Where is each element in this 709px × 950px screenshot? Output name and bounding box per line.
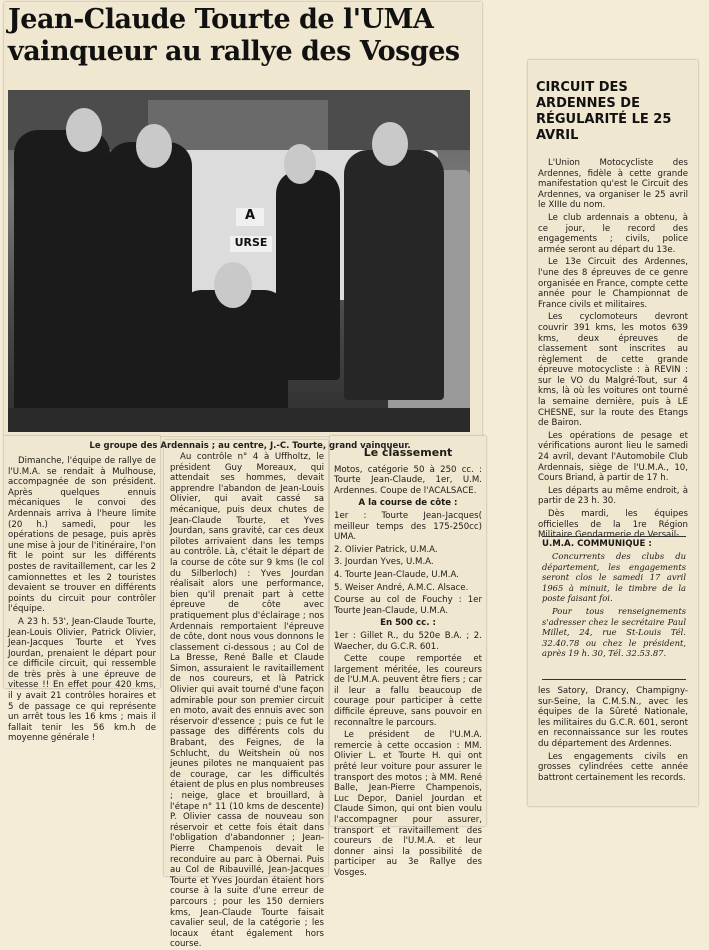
paragraph: Les opérations de pesage et vérifications auront lieu le samedi 24 avril, devant l'Automobile Club Ardennais, siège de l'U.M.A., 10, Cours Briand, à partir de 17 h. <box>538 430 688 484</box>
paragraph: L'Union Motocycliste des Ardennes, fidèle à cette grande manifestation qu'est le Circuit des Ardennes, va organiser le 25 avril le XIIIe du nom. <box>538 158 688 211</box>
column-2-text <box>170 452 324 950</box>
paragraph: Le président de l'U.M.A. remercie à cette occasion : MM. Olivier L. et Tourte H. qui ont prêté leur voiture pour assurer le transport des motos ; à MM. René Balle, Jean-Pierre Champenois, Luc Depor, Daniel Jourdan et Claude Simon, qui ont bien voulu l'accompagner pour assurer, transport et ravitaillement des coureurs de l'U.M.A. et leur donner ainsi la possibilité de participer au 3e Rallye des Vosges. <box>334 730 482 878</box>
person-1 <box>14 130 110 430</box>
cc500-heading: En 500 cc. : <box>380 618 436 629</box>
photo-caption: Le groupe des Ardennais ; au centre, J.-C. Tourte, grand vainqueur. <box>89 441 411 451</box>
paragraph: Dès mardi, les équipes officielles de la 1re Région Militaire Gendarmerie de Versail- <box>538 509 688 541</box>
paragraph: Pour tous renseignements s'adresser chez le secrétaire Paul Millet, 24, rue St-Louis Tél. 32.40.78 ou chez le président, après 19 h. 30, Tél. 32.53.87. <box>542 606 686 659</box>
photo-plate-letter: A <box>236 208 264 226</box>
article-headline: Jean-Claude Tourte de l'UMA vainqueur au rallye des Vosges <box>8 4 460 67</box>
paragraph: A 23 h. 53', Jean-Claude Tourte, Jean-Louis Olivier, Patrick Olivier, Jean-Jacques Tourte et Yves Jourdan, prenaient le départ pour ce difficile circuit, qui ressemble de très près à une épreuve de vitesse !! En effet pour 420 kms, il y avait 21 contrôles horaires et 5 de passage ce qui représente un arrêt tous les 16 kms ; mais il fallait tenir les 56 km.h de moyenne générale ! <box>8 616 156 744</box>
classement-column <box>334 448 482 879</box>
paragraph: Dimanche, l'équipe de rallye de l'U.M.A. se rendait à Mulhouse, accompagnée de son président. Après quelques ennuis mécaniques le convoi des Ardennais arriva à l'heure limite (20 h.) samedi, pour les opérations de pesage, puis après une mise à jour de l'itinéraire, l'on fit le point sur les différents postes de ravitaillement, car les 2 camionnettes et les 2 touristes devaient se trouver en différents points du circuit pour contrôler l'équipe. <box>8 456 156 615</box>
result-line: 5. Weiser André, A.M.C. Alsace. <box>334 582 469 593</box>
result-line: 2. Olivier Patrick, U.M.A. <box>334 544 438 555</box>
paragraph: Le club ardennais a obtenu, à ce jour, le record des engagements ; civils, police armée seront au départ du 13e. <box>538 212 688 255</box>
result-line: 1er : Tourte Jean-Jacques( meilleur temps des 175-250cc) UMA. <box>334 510 482 543</box>
person-4 <box>276 170 340 380</box>
result-line: 4. Tourte Jean-Claude, U.M.A. <box>334 569 459 580</box>
paragraph: Au contrôle n° 4 à Uffholtz, le président Guy Moreaux, qui attendait ses hommes, devait apprendre l'abandon de Jean-Louis Olivier, qui avait cassé sa mécanique, puis deux chutes de Jean-Claude Tourte, et Yves Jourdan, sans gravité, car ces deux pilotes arrivaient dans les temps au contrôle. Là, c'était le départ de la course de côte sur 9 kms (le col du Silberloch) : Yves Jourdan réalisait alors une performance, bien qu'il prenait part à cette épreuve de côte avec pratiquement plus d'éclairage ; nos Ardennais remportaient l'épreuve de côte, dont nous vous donnons le classement ci-dessous ; au Col de La Bresse, René Balle et Claude Simon, assuraient le ravitaillement de nos coureurs, et là Patrick Olivier qui avait tourné d'une façon admirable pour son premier circuit en moto, avait des ennuis avec son réservoir d'essence ; puis ce fut le passage des différents cols du Brabant, des Feignes, de la Schlucht, du Weitshein où nos jeunes pilotes ne manquaient pas de courage, car les difficultés étaient de plus en plus nombreuses ; neige, glace et brouillard, à l'étape n° 11 (10 kms de descente) P. Olivier cassa de nouveau son réservoir et cette fois était dans l'obligation d'abandonner ; Jean-Pierre Champenois devait le reconduire au parc à Obernai. Puis au Col de Ribauvillé, Jean-Jacques Tourte et Yves Jourdan étaient hors course à la suite d'une erreur de parcours ; pour les 150 derniers kms, Jean-Claude Tourte faisait cavalier seul, de la catégorie ; les locaux étant également hors course. <box>170 452 324 950</box>
classement-intro: Motos, catégorie 50 à 250 cc. : Tourte Jean-Claude, 1er, U.M. Ardennes. Coupe de l'ACALSACE. <box>334 464 482 496</box>
circuit-text <box>538 158 688 541</box>
paragraph: Cette coupe remportée et largement méritée, les coureurs de l'U.M.A. peuvent être fiers ; car il leur a fallu beaucoup de courage pour participer à cette difficile épreuve, sans pouvoir en reconnaître le parcours. <box>334 654 482 728</box>
photo-banner-text: URSE <box>230 236 272 252</box>
paragraph: Le 13e Circuit des Ardennes, l'une des 8 épreuves de ce genre organisée en France, compte cette année pour le Championnat de France civils et militaires. <box>538 257 688 310</box>
uma-communique <box>542 536 686 680</box>
paragraph: Les cyclomoteurs devront couvrir 391 kms, les motos 639 kms, deux épreuves de classement sont inscrites au règlement de cette grande épreuve motocycliste : à REVIN : sur le VO du Malgré-Tout, sur 4 kms, là où les voitures ont tourné la semaine dernière, puis à LE CHESNE, sur la route des Etangs de Bairon. <box>538 312 688 429</box>
result-line: 3. Jourdan Yves, U.M.A. <box>334 557 434 568</box>
paragraph: Les départs au même endroit, à partir de 23 h. 30. <box>538 485 688 507</box>
paragraph: Les engagements civils en grosses cylindrées cette année battront certainement les records. <box>538 751 688 783</box>
course-cote-heading: A la course de côte : <box>358 498 458 509</box>
classement-title: Le classement <box>363 446 453 459</box>
person-5 <box>344 150 444 400</box>
group-photo <box>8 90 470 432</box>
circuit-heading: CIRCUIT DES ARDENNES DE RÉGULARITÉ LE 25 AVRIL <box>536 80 672 143</box>
communique-title: U.M.A. COMMUNIQUE : <box>542 539 652 549</box>
paragraph: les Satory, Drancy, Champigny-sur-Seine, la C.M.S.N., avec les équipes de la Sûreté Nationale, les militaires du G.C.R. 601, seront en reconnaissance sur les routes du département des Ardennes. <box>538 686 688 749</box>
result-line: 1er : Gillet R., du 520e B.A. ; 2. Waecher, du G.C.R. 601. <box>334 630 482 652</box>
circuit-text-continued <box>538 686 688 783</box>
result-line: Course au col de Fouchy : 1er Tourte Jean-Claude, U.M.A. <box>334 595 482 616</box>
column-1-text <box>8 456 156 744</box>
paragraph: Concurrents des clubs du département, les engagements seront clos le samedi 17 avril 1965 à minuit, le timbre de la poste faisant foi. <box>542 551 686 604</box>
